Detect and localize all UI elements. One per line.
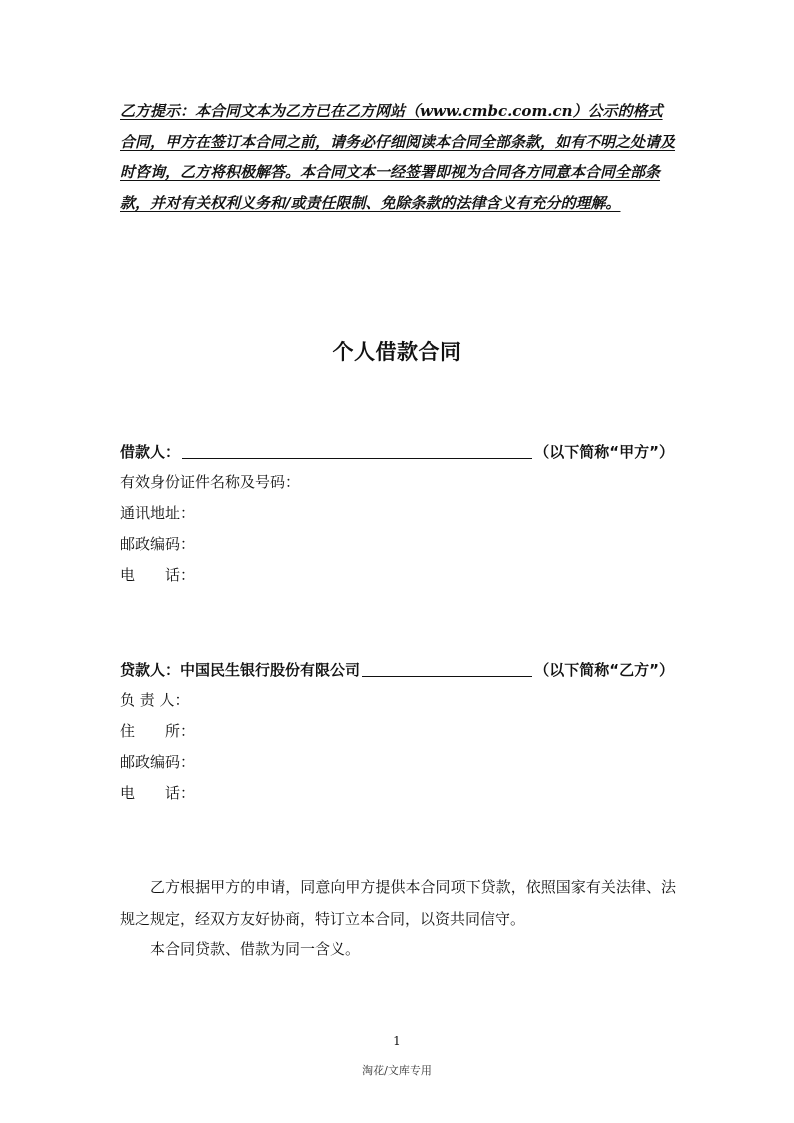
borrower-phone-field: 电 话： xyxy=(120,566,196,584)
page-title: 个人借款合同 xyxy=(332,340,462,364)
borrower-postcode-field: 邮政编码： xyxy=(120,535,196,553)
borrower-label: 借款人： xyxy=(120,443,181,461)
borrower-id-field: 有效身份证件名称及号码： xyxy=(120,473,301,491)
lender-postcode-field: 邮政编码： xyxy=(120,753,196,771)
contract-notice xyxy=(120,96,676,218)
borrower-name-blank[interactable] xyxy=(182,442,532,459)
lender-principal-field: 负 责 人： xyxy=(120,691,190,709)
lender-label: 贷款人：中国民生银行股份有限公司 xyxy=(120,661,361,679)
lender-phone-field: 电 话： xyxy=(120,784,196,802)
body-paragraph-2: 本合同贷款、借款为同一含义。 xyxy=(150,940,361,958)
lender-branch-blank[interactable] xyxy=(362,660,532,677)
lender-line xyxy=(120,656,674,680)
body-paragraph-1: 乙方根据甲方的申请，同意向甲方提供本合同项下贷款，依照国家有关法律、法规之规定，经双方友好协商，特订立本合同，以资共同信守。 xyxy=(120,878,676,928)
borrower-line xyxy=(120,438,674,462)
borrower-address-field: 通讯地址： xyxy=(120,504,196,522)
borrower-alias: （以下简称“甲方”） xyxy=(534,443,674,461)
lender-alias: （以下简称“乙方”） xyxy=(534,661,674,679)
page-number: 1 xyxy=(393,1034,401,1048)
notice-text: 乙方提示：本合同文本为乙方已在乙方网站（www.cmbc.com.cn）公示的格式合同，甲方在签订本合同之前，请务必仔细阅读本合同全部条款，如有不明之处请及时咨询，乙方将积极解答。本合同文本一经签署即视为合同各方同意本合同全部条款，并对有关权利义务和/或责任限制、免除条款的法律含义有充分的理解。 xyxy=(120,102,676,212)
footer-watermark-text: 淘花/文库专用 xyxy=(362,1064,432,1077)
lender-residence-field: 住 所： xyxy=(120,722,196,740)
